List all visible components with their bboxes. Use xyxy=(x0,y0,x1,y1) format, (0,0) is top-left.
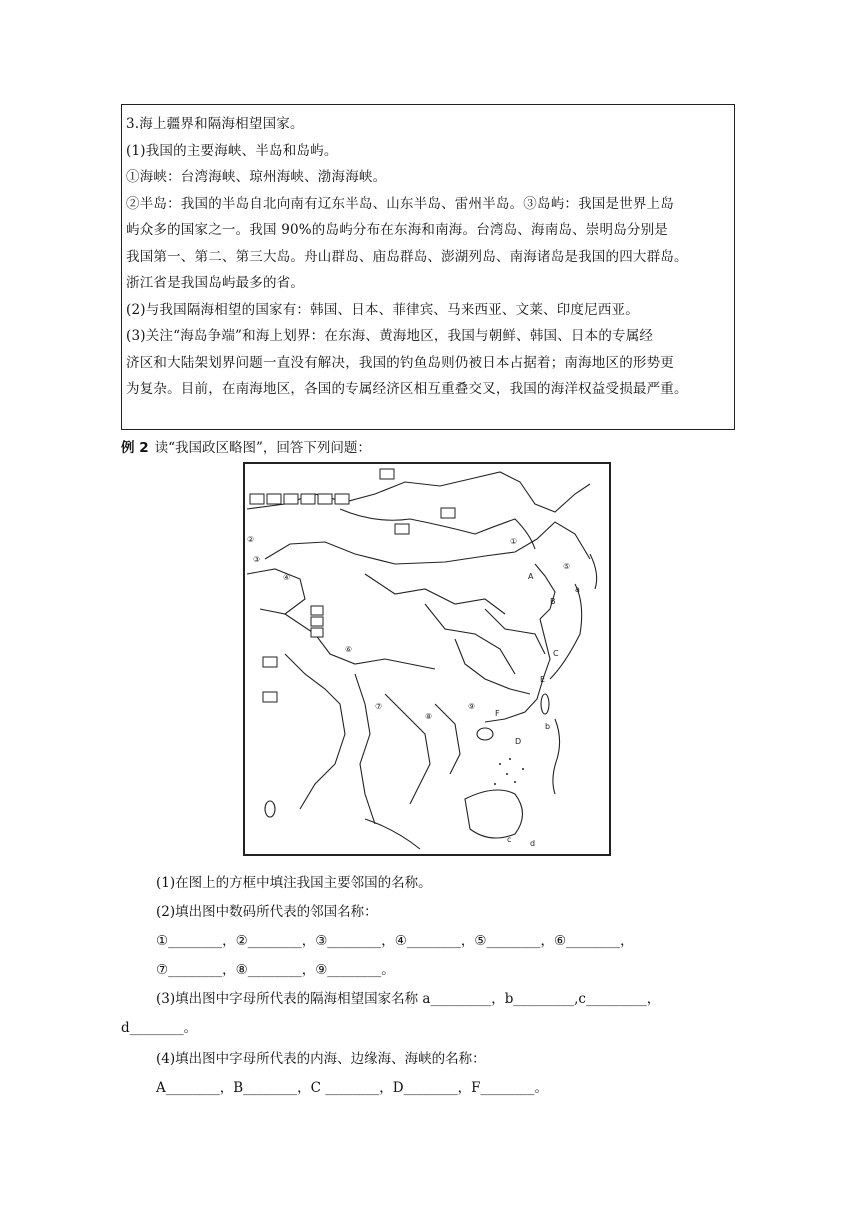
answer-box[interactable] xyxy=(311,617,323,626)
example-text: 读“我国政区略图”，回答下列问题： xyxy=(154,440,371,456)
para-straits-heading: (1)我国的主要海峡、半岛和岛屿。 xyxy=(126,142,338,159)
answer-box[interactable] xyxy=(263,657,277,667)
para-disputes-line3: 为复杂。目前，在南海地区，各国的专属经济区相互重叠交叉，我国的海洋权益受损最严重。 xyxy=(126,381,688,397)
letter-a: a xyxy=(575,585,580,594)
letter-F: F xyxy=(495,709,500,718)
para-straits: ①海峡：台湾海峡、琼州海峡、渤海海峡。 xyxy=(126,169,387,185)
para-disputes-line1: (3)关注“海岛争端”和海上划界：在东海、黄海地区，我国与朝鲜、韩国、日本的专属经 xyxy=(126,328,654,344)
letter-C: C xyxy=(553,649,559,658)
knowledge-box xyxy=(121,104,735,430)
answer-box[interactable] xyxy=(395,524,409,534)
question-2: (2)填出图中数码所代表的邻国名称： xyxy=(156,904,378,920)
label-4: ④ xyxy=(283,573,291,582)
answer-box[interactable] xyxy=(301,494,315,504)
letter-d: d xyxy=(530,839,536,848)
label-5: ⑤ xyxy=(563,562,571,571)
example-heading xyxy=(121,438,371,458)
question-2-blanks-line1[interactable]: ①________，②________，③________，④________，⑤________，⑥________， xyxy=(156,933,634,949)
para-neighbors: (2)与我国隔海相望的国家有：韩国、日本、菲律宾、马来西亚、文莱、印度尼西亚。 xyxy=(126,301,639,318)
answer-box[interactable] xyxy=(380,469,394,479)
question-3[interactable]: (3)填出图中字母所代表的隔海相望国家名称 a_________，b_________,c_________， xyxy=(156,991,661,1007)
map-drawing xyxy=(245,464,609,854)
answer-box[interactable] xyxy=(311,606,323,615)
letter-labels xyxy=(495,572,580,848)
answer-box[interactable] xyxy=(311,628,323,637)
answer-box[interactable] xyxy=(318,494,332,504)
island-dots xyxy=(494,758,524,785)
map-outlines xyxy=(247,472,597,849)
answer-box[interactable] xyxy=(267,494,281,504)
label-9: ⑨ xyxy=(468,702,476,711)
question-4: (4)填出图中字母所代表的内海、边缘海、海峡的名称： xyxy=(156,1051,486,1067)
question-2-blanks-line2[interactable]: ⑦________，⑧________，⑨________。 xyxy=(156,962,395,978)
label-1: ① xyxy=(510,537,518,546)
label-7: ⑦ xyxy=(375,702,383,711)
answer-box[interactable] xyxy=(263,692,277,702)
china-political-map xyxy=(243,462,611,856)
answer-box[interactable] xyxy=(441,508,455,518)
answer-box[interactable] xyxy=(335,494,349,504)
para-peninsula-line1: ②半岛：我国的半岛自北向南有辽东半岛、山东半岛、雷州半岛。③岛屿：我国是世界上岛 xyxy=(126,195,674,212)
letter-B: B xyxy=(550,597,556,606)
para-peninsula-line2: 屿众多的国家之一。我国 90%的岛屿分布在东海和南海。台湾岛、海南岛、崇明岛分别是 xyxy=(126,222,668,238)
circle-number-labels xyxy=(247,535,570,721)
question-4-blanks[interactable]: A________，B________，C ________，D________，F________。 xyxy=(156,1080,548,1096)
section-title: 3.海上疆界和隔海相望国家。 xyxy=(126,116,304,132)
question-3-cont[interactable]: d________。 xyxy=(121,1020,198,1036)
letter-A: A xyxy=(528,572,534,581)
question-1: (1)在图上的方框中填注我国主要邻国的名称。 xyxy=(156,875,432,891)
answer-box[interactable] xyxy=(250,494,264,504)
letter-b: b xyxy=(545,722,551,731)
label-2: ② xyxy=(247,535,255,544)
example-label: 例 2 xyxy=(121,440,149,456)
answer-box[interactable] xyxy=(284,494,298,504)
para-disputes-line2: 济区和大陆架划界问题一直没有解决，我国的钓鱼岛则仍被日本占据着；南海地区的形势更 xyxy=(126,354,674,371)
para-peninsula-line4: 浙江省是我国岛屿最多的省。 xyxy=(126,275,305,291)
label-6: ⑥ xyxy=(345,645,353,654)
letter-c: c xyxy=(507,835,512,844)
label-8: ⑧ xyxy=(425,712,433,721)
letter-E: E xyxy=(540,675,546,684)
label-3: ③ xyxy=(253,555,261,564)
letter-D: D xyxy=(515,737,522,746)
para-peninsula-line3: 我国第一、第二、第三大岛。舟山群岛、庙岛群岛、澎湖列岛、南海诸岛是我国的四大群岛。 xyxy=(126,248,688,265)
